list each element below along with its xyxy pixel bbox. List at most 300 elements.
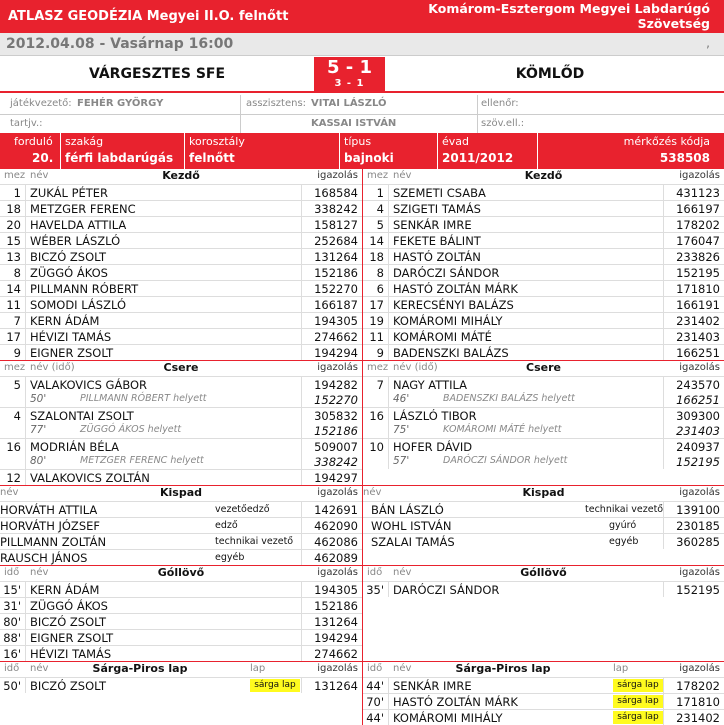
shirt-number: 9 bbox=[13, 346, 21, 360]
reserve-referee-label: tartjv.: bbox=[10, 118, 43, 129]
player-row bbox=[0, 216, 362, 232]
scorer-name: DARÓCZI SÁNDOR bbox=[393, 583, 500, 597]
staff-role: technikai vezető bbox=[215, 536, 294, 547]
player-license: 240937 bbox=[676, 440, 720, 454]
row-divider bbox=[663, 377, 664, 407]
player-license: 194297 bbox=[314, 471, 358, 485]
shirt-number: 4 bbox=[376, 202, 384, 216]
player-name: HASTÓ ZOLTÁN bbox=[393, 250, 481, 264]
player-row bbox=[363, 328, 724, 344]
player-name: KERECSÉNYI BALÁZS bbox=[393, 298, 514, 312]
goal-minute: 35' bbox=[366, 583, 384, 597]
replaced-license: 152186 bbox=[314, 424, 358, 438]
staff-license: 462090 bbox=[314, 519, 358, 533]
player-license: 338242 bbox=[314, 202, 358, 216]
substitute-row bbox=[363, 407, 724, 438]
col-license-header: igazolás bbox=[679, 663, 720, 674]
shirt-number: 17 bbox=[6, 330, 21, 344]
card-row bbox=[0, 677, 362, 693]
staff-row bbox=[363, 501, 724, 517]
report-header bbox=[0, 0, 724, 33]
row-divider bbox=[663, 233, 664, 248]
player-license: 166187 bbox=[314, 298, 358, 312]
col-shirt-header: mez bbox=[367, 170, 389, 181]
row-divider bbox=[25, 297, 26, 312]
away-cards-section bbox=[363, 661, 724, 725]
row-divider bbox=[388, 201, 389, 216]
row-divider bbox=[301, 470, 302, 485]
section-title: Sárga-Piros lap bbox=[455, 662, 551, 675]
shirt-number: 9 bbox=[376, 346, 384, 360]
type-cell bbox=[340, 133, 438, 169]
substitution-minute: 57' bbox=[393, 455, 410, 467]
player-name: FEKETE BÁLINT bbox=[393, 234, 481, 248]
player-name: NAGY ATTILA bbox=[393, 378, 468, 392]
goal-row bbox=[0, 629, 362, 645]
row-divider bbox=[388, 329, 389, 344]
player-name: METZGER FERENC bbox=[30, 202, 136, 216]
carded-license: 231402 bbox=[676, 711, 720, 725]
col-name-header: név bbox=[393, 567, 412, 578]
col-license-header: igazolás bbox=[679, 487, 720, 498]
player-license: 166191 bbox=[676, 298, 720, 312]
substitute-row bbox=[0, 407, 362, 438]
scorer-name: EIGNER ZSOLT bbox=[30, 631, 114, 645]
carded-license: 178202 bbox=[676, 679, 720, 693]
player-row bbox=[0, 328, 362, 344]
scorer-name: KERN ÁDÁM bbox=[30, 583, 100, 597]
goal-row bbox=[0, 645, 362, 661]
goal-row bbox=[0, 613, 362, 629]
staff-name: SZALAI TAMÁS bbox=[371, 535, 455, 549]
row-divider bbox=[25, 614, 26, 629]
player-name: BADENSZKI BALÁZS bbox=[393, 346, 509, 360]
row-divider bbox=[663, 185, 664, 200]
player-row bbox=[363, 200, 724, 216]
shirt-number: 18 bbox=[369, 250, 384, 264]
competition-title: ATLASZ GEODÉZIA Megyei II.O. felnőtt bbox=[8, 9, 289, 24]
player-row bbox=[0, 312, 362, 328]
player-row bbox=[0, 200, 362, 216]
staff-role: vezetőedző bbox=[215, 504, 270, 515]
section-header bbox=[0, 566, 362, 581]
home-cards-section bbox=[0, 661, 362, 725]
shirt-number: 1 bbox=[376, 186, 384, 200]
row-divider bbox=[388, 281, 389, 296]
player-license: 152186 bbox=[314, 266, 358, 280]
player-name: SZIGETI TAMÁS bbox=[393, 202, 481, 216]
player-name: SZALONTAI ZSOLT bbox=[30, 409, 134, 423]
col-minute-header: idő bbox=[367, 567, 383, 578]
player-name: KOMÁROMI MÁTÉ bbox=[393, 330, 492, 344]
player-license: 166251 bbox=[676, 346, 720, 360]
section-title: Kezdő bbox=[524, 169, 563, 182]
away-team-name: KÖMLŐD bbox=[515, 66, 585, 82]
section-title: Góllövő bbox=[157, 566, 205, 579]
player-row bbox=[0, 344, 362, 360]
row-divider bbox=[388, 408, 389, 438]
player-row bbox=[363, 184, 724, 200]
player-row bbox=[0, 264, 362, 280]
shirt-number: 11 bbox=[6, 298, 21, 312]
shirt-number: 8 bbox=[13, 266, 21, 280]
row-divider bbox=[25, 185, 26, 200]
date-bar bbox=[0, 33, 724, 56]
row-divider bbox=[25, 201, 26, 216]
row-divider bbox=[301, 201, 302, 216]
card-minute: 50' bbox=[3, 679, 21, 693]
scorer-license: 131264 bbox=[314, 615, 358, 629]
player-name: EIGNER ZSOLT bbox=[30, 346, 114, 360]
row-divider bbox=[663, 694, 664, 709]
goal-minute: 15' bbox=[3, 583, 21, 597]
player-license: 158127 bbox=[314, 218, 358, 232]
type-label: típus bbox=[344, 135, 372, 148]
player-name: WÉBER LÁSZLÓ bbox=[30, 234, 121, 248]
player-license: 252684 bbox=[314, 234, 358, 248]
scorer-name: ZÜGGÓ ÁKOS bbox=[30, 599, 108, 613]
row-divider bbox=[388, 439, 389, 469]
shirt-number: 6 bbox=[376, 282, 384, 296]
col-license-header: igazolás bbox=[317, 170, 358, 181]
scorer-license: 274662 bbox=[314, 647, 358, 661]
substitution-minute: 46' bbox=[393, 393, 410, 405]
player-name: BICZÓ ZSOLT bbox=[30, 250, 106, 264]
row-divider bbox=[663, 502, 664, 517]
home-bench-section bbox=[0, 485, 362, 565]
player-license: 231402 bbox=[676, 314, 720, 328]
row-divider bbox=[388, 678, 389, 693]
goal-row bbox=[0, 597, 362, 613]
carded-player: KOMÁROMI MIHÁLY bbox=[393, 711, 503, 725]
player-license: 152195 bbox=[676, 266, 720, 280]
player-name: HASTÓ ZOLTÁN MÁRK bbox=[393, 282, 518, 296]
staff-role: gyúró bbox=[609, 520, 637, 531]
shirt-number: 7 bbox=[376, 378, 384, 392]
goal-minute: 88' bbox=[3, 631, 21, 645]
federation-line-2: Szövetség bbox=[637, 16, 710, 31]
row-divider bbox=[663, 518, 664, 533]
replaced-license: 166251 bbox=[676, 393, 720, 407]
row-divider bbox=[301, 329, 302, 344]
row-divider bbox=[663, 281, 664, 296]
row-divider bbox=[388, 710, 389, 725]
col-name-header: név bbox=[393, 663, 412, 674]
player-name: SZEMETI CSABA bbox=[393, 186, 486, 200]
row-divider bbox=[388, 265, 389, 280]
row-divider bbox=[301, 678, 302, 693]
federation-title bbox=[428, 1, 710, 31]
section-title: Csere bbox=[526, 361, 561, 374]
row-divider bbox=[25, 233, 26, 248]
substitution-minute: 80' bbox=[30, 455, 47, 467]
shirt-number: 5 bbox=[13, 378, 21, 392]
col-name-header: név bbox=[0, 487, 19, 498]
player-name: MODRIÁN BÉLA bbox=[30, 440, 120, 454]
col-license-header: igazolás bbox=[317, 487, 358, 498]
replaced-player: ZÜGGÓ ÁKOS helyett bbox=[80, 424, 182, 435]
goal-row bbox=[363, 581, 724, 597]
shirt-number: 11 bbox=[369, 330, 384, 344]
player-name: DARÓCZI SÁNDOR bbox=[393, 266, 500, 280]
section-title: Góllövő bbox=[520, 566, 567, 579]
row-divider bbox=[663, 439, 664, 469]
away-goals-section bbox=[363, 565, 724, 661]
card-minute: 70' bbox=[366, 695, 384, 709]
staff-name: WOHL ISTVÁN bbox=[371, 519, 452, 533]
player-name: KERN ÁDÁM bbox=[30, 314, 100, 328]
yellow-card-badge: sárga lap bbox=[250, 679, 300, 692]
player-row bbox=[0, 184, 362, 200]
player-name: HÉVIZI TAMÁS bbox=[30, 330, 112, 344]
assistant-2-name: KASSAI ISTVÁN bbox=[311, 118, 397, 129]
season-value: 2011/2012 bbox=[442, 151, 514, 165]
shirt-number: 14 bbox=[369, 234, 384, 248]
staff-row bbox=[363, 517, 724, 533]
shirt-number: 19 bbox=[369, 314, 384, 328]
section-title: Kispad bbox=[159, 486, 202, 499]
player-license: 194305 bbox=[314, 314, 358, 328]
carded-license: 131264 bbox=[314, 679, 358, 693]
row-divider bbox=[663, 408, 664, 438]
match-code-cell bbox=[538, 133, 724, 169]
row-divider bbox=[301, 281, 302, 296]
player-license: 274662 bbox=[314, 330, 358, 344]
age-group-value: felnőtt bbox=[189, 151, 235, 165]
row-divider bbox=[25, 377, 26, 407]
row-divider bbox=[663, 249, 664, 264]
col-name-header: név bbox=[30, 663, 49, 674]
shirt-number: 1 bbox=[13, 186, 21, 200]
player-name: VALAKOVICS GÁBOR bbox=[30, 378, 148, 392]
player-license: 431123 bbox=[676, 186, 720, 200]
shirt-number: 12 bbox=[6, 471, 21, 485]
staff-name: HORVÁTH ATTILA bbox=[0, 503, 98, 517]
away-team-column bbox=[362, 169, 724, 725]
assistant-label: asszisztens: bbox=[246, 98, 307, 109]
col-card-header: lap bbox=[613, 663, 629, 674]
row-divider bbox=[25, 470, 26, 485]
player-name: HOFER DÁVID bbox=[393, 440, 473, 454]
card-row bbox=[363, 677, 724, 693]
substitute-row bbox=[0, 469, 362, 485]
player-license: 509007 bbox=[314, 440, 358, 454]
row-divider bbox=[301, 439, 302, 469]
player-license: 305832 bbox=[314, 409, 358, 423]
substitute-row bbox=[0, 438, 362, 469]
section-header bbox=[0, 169, 362, 184]
row-divider bbox=[25, 345, 26, 360]
referee-name: FEHÉR GYÖRGY bbox=[77, 98, 164, 109]
row-divider bbox=[301, 249, 302, 264]
row-divider bbox=[25, 678, 26, 693]
section-header bbox=[363, 566, 724, 581]
match-code-value: 538508 bbox=[659, 151, 710, 165]
shirt-number: 5 bbox=[376, 218, 384, 232]
section-header bbox=[0, 662, 362, 677]
staff-license: 462086 bbox=[314, 535, 358, 549]
shirt-number: 4 bbox=[13, 409, 21, 423]
yellow-card-badge: sárga lap bbox=[613, 679, 663, 692]
section-header bbox=[0, 486, 362, 501]
col-license-header: igazolás bbox=[317, 567, 358, 578]
section-header bbox=[363, 169, 724, 184]
home-goals-section bbox=[0, 565, 362, 661]
match-code-label: mérkőzés kódja bbox=[623, 135, 710, 148]
player-row bbox=[363, 280, 724, 296]
col-name-header: név (idő) bbox=[30, 362, 75, 373]
player-license: 171810 bbox=[676, 282, 720, 296]
staff-row bbox=[0, 549, 362, 565]
row-divider bbox=[301, 550, 302, 565]
carded-player: SENKÁR IMRE bbox=[393, 679, 472, 693]
shirt-number: 14 bbox=[6, 282, 21, 296]
row-divider bbox=[301, 582, 302, 597]
player-row bbox=[0, 232, 362, 248]
staff-name: HORVÁTH JÓZSEF bbox=[0, 519, 100, 533]
row-divider bbox=[301, 630, 302, 645]
shirt-number: 10 bbox=[369, 440, 384, 454]
player-license: 178202 bbox=[676, 218, 720, 232]
scorer-license: 152186 bbox=[314, 599, 358, 613]
player-row bbox=[363, 344, 724, 360]
card-row bbox=[363, 693, 724, 709]
player-row bbox=[363, 296, 724, 312]
date-bar-comma: , bbox=[706, 36, 710, 50]
replaced-player: BADENSZKI BALÁZS helyett bbox=[443, 393, 575, 404]
row-divider bbox=[301, 297, 302, 312]
section-header bbox=[363, 486, 724, 501]
section-title: Kispad bbox=[522, 486, 565, 499]
player-name: LÁSZLÓ TIBOR bbox=[393, 409, 477, 423]
player-row bbox=[363, 312, 724, 328]
player-license: 152270 bbox=[314, 282, 358, 296]
season-cell bbox=[438, 133, 538, 169]
carded-player: HASTÓ ZOLTÁN MÁRK bbox=[393, 695, 518, 709]
col-name-header: név (idő) bbox=[393, 362, 438, 373]
row-divider bbox=[25, 598, 26, 613]
replaced-license: 338242 bbox=[314, 455, 358, 469]
player-name: ZÜGGÓ ÁKOS bbox=[30, 266, 108, 280]
player-license: 194282 bbox=[314, 378, 358, 392]
federation-line-1: Komárom-Esztergom Megyei Labdarúgó bbox=[428, 1, 710, 16]
col-license-header: igazolás bbox=[317, 362, 358, 373]
substitution-minute: 77' bbox=[30, 424, 47, 436]
player-row bbox=[363, 232, 724, 248]
row-divider bbox=[25, 281, 26, 296]
home-team-name: VÁRGESZTES SFE bbox=[88, 66, 226, 82]
home-team-column bbox=[0, 169, 362, 725]
match-date: 2012.04.08 - Vasárnap 16:00 bbox=[6, 36, 234, 52]
row-divider bbox=[25, 249, 26, 264]
away-bench-section bbox=[363, 485, 724, 565]
row-divider bbox=[388, 582, 389, 597]
shirt-number: 15 bbox=[6, 234, 21, 248]
section-header bbox=[363, 361, 724, 376]
branch-cell bbox=[61, 133, 185, 169]
inspector-label: ellenőr: bbox=[481, 98, 519, 109]
col-minute-header: idő bbox=[4, 567, 20, 578]
col-name-header: név bbox=[393, 170, 412, 181]
row-divider bbox=[25, 313, 26, 328]
player-license: 176047 bbox=[676, 234, 720, 248]
yellow-card-badge: sárga lap bbox=[613, 711, 663, 724]
row-divider bbox=[301, 518, 302, 533]
section-header bbox=[363, 662, 724, 677]
player-license: 231403 bbox=[676, 330, 720, 344]
row-divider bbox=[25, 217, 26, 232]
row-divider bbox=[301, 377, 302, 407]
replaced-player: PILLMANN RÓBERT helyett bbox=[80, 393, 207, 404]
row-divider bbox=[25, 408, 26, 438]
row-divider bbox=[388, 377, 389, 407]
round-value: 20. bbox=[32, 151, 54, 165]
staff-name: RAUSCH JÁNOS bbox=[0, 551, 88, 565]
row-divider bbox=[301, 598, 302, 613]
staff-row bbox=[363, 533, 724, 549]
scorer-name: BICZÓ ZSOLT bbox=[30, 615, 106, 629]
card-minute: 44' bbox=[366, 679, 384, 693]
row-divider bbox=[388, 185, 389, 200]
player-row bbox=[363, 216, 724, 232]
staff-role: edző bbox=[215, 520, 238, 531]
section-title: Kezdő bbox=[162, 169, 200, 182]
player-license: 166197 bbox=[676, 202, 720, 216]
staff-name: PILLMANN ZOLTÁN bbox=[0, 535, 107, 549]
staff-license: 142691 bbox=[314, 503, 358, 517]
staff-role: egyéb bbox=[215, 552, 245, 563]
row-divider bbox=[663, 265, 664, 280]
home-subs-section bbox=[0, 360, 362, 485]
replaced-player: KOMÁROMI MÁTÉ helyett bbox=[443, 424, 562, 435]
row-divider bbox=[301, 233, 302, 248]
col-license-header: igazolás bbox=[679, 567, 720, 578]
row-divider bbox=[388, 345, 389, 360]
replaced-license: 152270 bbox=[314, 393, 358, 407]
player-name: PILLMANN RÓBERT bbox=[30, 282, 139, 296]
player-name: KOMÁROMI MIHÁLY bbox=[393, 314, 503, 328]
player-name: VALAKOVICS ZOLTÁN bbox=[30, 471, 150, 485]
row-divider bbox=[301, 217, 302, 232]
yellow-card-badge: sárga lap bbox=[613, 695, 663, 708]
shirt-number: 13 bbox=[6, 250, 21, 264]
row-divider bbox=[25, 439, 26, 469]
col-license-header: igazolás bbox=[679, 170, 720, 181]
player-row bbox=[0, 280, 362, 296]
row-divider bbox=[301, 408, 302, 438]
row-divider bbox=[25, 329, 26, 344]
replaced-player: METZGER FERENC helyett bbox=[80, 455, 204, 466]
staff-name: BÁN LÁSZLÓ bbox=[371, 503, 444, 517]
carded-license: 171810 bbox=[676, 695, 720, 709]
staff-role: technikai vezető bbox=[585, 504, 664, 515]
row-divider bbox=[663, 313, 664, 328]
section-title: Csere bbox=[163, 361, 199, 374]
match-info-bar bbox=[0, 133, 724, 169]
col-shirt-header: mez bbox=[4, 170, 26, 181]
scorer-name: HÉVIZI TAMÁS bbox=[30, 647, 112, 661]
row-divider bbox=[25, 630, 26, 645]
shirt-number: 8 bbox=[376, 266, 384, 280]
match-header bbox=[0, 57, 724, 93]
round-cell bbox=[0, 133, 61, 169]
row-divider bbox=[663, 678, 664, 693]
score-box bbox=[314, 57, 385, 93]
col-license-header: igazolás bbox=[679, 362, 720, 373]
col-name-header: név bbox=[30, 170, 49, 181]
card-minute: 44' bbox=[366, 711, 384, 725]
player-row bbox=[0, 296, 362, 312]
